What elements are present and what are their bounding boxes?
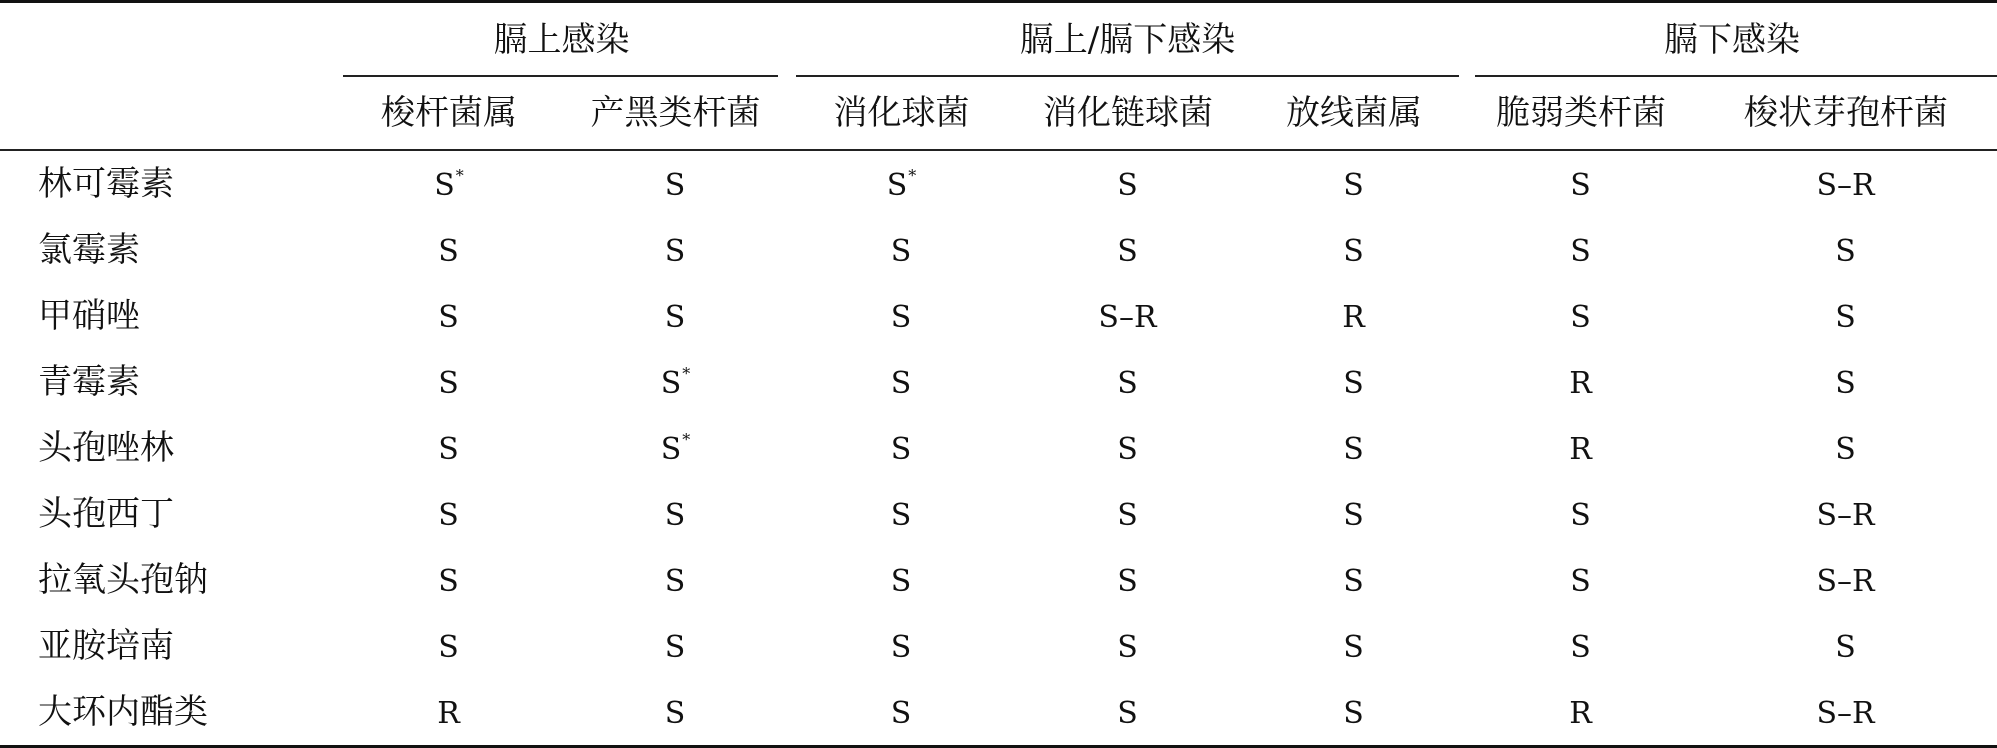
susceptibility-cell	[563, 481, 788, 547]
footnote-marker: *	[455, 166, 464, 185]
drug-name-cell: 林可霉素	[38, 164, 174, 204]
table-row	[0, 481, 1997, 547]
susceptibility-cell	[1015, 217, 1241, 283]
susceptibility-cell	[1467, 547, 1695, 613]
susceptibility-cell	[563, 679, 788, 747]
susceptibility-cell	[1695, 349, 1997, 415]
table-row	[0, 679, 1997, 747]
susceptibility-value: R	[1569, 366, 1592, 401]
susceptibility-value: S	[1117, 234, 1138, 269]
table-row	[0, 349, 1997, 415]
footnote-marker: *	[682, 364, 691, 383]
table-row	[0, 547, 1997, 613]
susceptibility-value: S	[890, 234, 912, 269]
susceptibility-value: S	[664, 300, 686, 335]
drug-name-cell: 拉氧头孢钠	[38, 560, 208, 600]
group-header-supradiaphragmatic	[335, 2, 788, 78]
susceptibility-value: S	[890, 498, 912, 533]
susceptibility-value: S	[1835, 630, 1856, 665]
table-row	[0, 217, 1997, 283]
susceptibility-value: S	[438, 300, 459, 335]
susceptibility-value: S	[664, 498, 686, 533]
susceptibility-cell	[1467, 613, 1695, 679]
susceptibility-cell	[1015, 349, 1241, 415]
susceptibility-value: S–R	[1816, 564, 1875, 599]
drug-name-cell: 氯霉素	[38, 230, 140, 270]
susceptibility-value: S	[1117, 168, 1138, 203]
susceptibility-value: S	[1117, 696, 1138, 731]
susceptibility-cell	[1695, 150, 1997, 217]
susceptibility-cell	[1241, 150, 1467, 217]
susceptibility-value: S	[1117, 432, 1138, 467]
susceptibility-value: S	[660, 366, 682, 401]
susceptibility-cell	[1015, 150, 1241, 217]
susceptibility-cell	[1695, 217, 1997, 283]
susceptibility-value: S	[890, 630, 912, 665]
susceptibility-cell	[1015, 613, 1241, 679]
susceptibility-value: S	[890, 366, 912, 401]
susceptibility-cell	[563, 217, 788, 283]
susceptibility-cell	[335, 150, 563, 217]
susceptibility-cell	[335, 547, 563, 613]
susceptibility-cell	[1015, 415, 1241, 481]
susceptibility-value: S	[890, 696, 912, 731]
susceptibility-value: S	[1117, 498, 1138, 533]
susceptibility-cell	[1241, 547, 1467, 613]
susceptibility-value: S	[664, 564, 686, 599]
susceptibility-value: S	[1570, 564, 1591, 599]
susceptibility-value: S	[1835, 300, 1856, 335]
drug-name-cell: 头孢唑林	[38, 428, 174, 468]
susceptibility-cell	[335, 349, 563, 415]
group-header-label: 膈上感染	[493, 20, 630, 60]
susceptibility-cell	[1015, 283, 1241, 349]
column-header: 梭状芽孢杆菌	[1695, 77, 1997, 150]
susceptibility-value: S	[1343, 696, 1364, 731]
header-corner-cell	[0, 77, 335, 150]
susceptibility-value: S	[1570, 498, 1591, 533]
susceptibility-value: S	[890, 432, 912, 467]
susceptibility-cell	[1467, 481, 1695, 547]
group-header-label: 膈下感染	[1664, 20, 1801, 60]
column-header: 放线菌属	[1241, 77, 1467, 150]
susceptibility-value: S	[1835, 366, 1856, 401]
susceptibility-cell	[1467, 415, 1695, 481]
susceptibility-value: S	[438, 366, 459, 401]
susceptibility-value: S	[1835, 234, 1856, 269]
susceptibility-cell	[1241, 679, 1467, 747]
susceptibility-value: S	[664, 696, 686, 731]
susceptibility-cell	[788, 481, 1015, 547]
susceptibility-value: S	[664, 168, 686, 203]
susceptibility-value: S	[1117, 366, 1138, 401]
susceptibility-cell	[335, 283, 563, 349]
susceptibility-value: S	[660, 432, 682, 467]
susceptibility-value: S–R	[1098, 300, 1157, 335]
group-header-subdiaphragmatic	[1467, 2, 1997, 78]
susceptibility-value: S	[1117, 630, 1138, 665]
susceptibility-value: S	[664, 234, 686, 269]
group-header-label: 膈上/膈下感染	[1019, 20, 1236, 60]
susceptibility-value: S	[890, 564, 912, 599]
susceptibility-value: S	[1343, 432, 1364, 467]
susceptibility-cell	[563, 349, 788, 415]
group-header-row	[0, 2, 1997, 78]
table-row	[0, 613, 1997, 679]
susceptibility-value: R	[1569, 432, 1592, 467]
susceptibility-cell	[1695, 613, 1997, 679]
group-underline	[1475, 75, 1997, 77]
susceptibility-cell	[1467, 217, 1695, 283]
susceptibility-cell	[788, 150, 1015, 217]
susceptibility-value: S	[1343, 168, 1364, 203]
susceptibility-cell	[788, 349, 1015, 415]
column-header: 消化链球菌	[1015, 77, 1241, 150]
susceptibility-cell	[788, 547, 1015, 613]
group-underline	[343, 75, 778, 77]
susceptibility-cell	[1015, 547, 1241, 613]
susceptibility-value: S–R	[1816, 168, 1875, 203]
susceptibility-value: R	[1342, 300, 1365, 335]
susceptibility-value: S	[1835, 432, 1856, 467]
susceptibility-value: S	[438, 234, 459, 269]
susceptibility-value: S	[1343, 366, 1364, 401]
drug-name-cell: 大环内酯类	[0, 679, 335, 747]
susceptibility-value: S	[1570, 300, 1591, 335]
susceptibility-value: S	[1570, 630, 1591, 665]
susceptibility-value: R	[1569, 696, 1592, 731]
susceptibility-cell	[1241, 349, 1467, 415]
susceptibility-value: S	[438, 564, 459, 599]
susceptibility-value: S	[1343, 630, 1364, 665]
table-row	[0, 283, 1997, 349]
susceptibility-cell	[1695, 415, 1997, 481]
group-underline	[796, 75, 1459, 77]
drug-name-cell: 青霉素	[38, 362, 140, 402]
susceptibility-value: S	[1570, 168, 1591, 203]
table-row	[0, 150, 1997, 217]
susceptibility-cell	[335, 679, 563, 747]
header-corner-cell	[0, 2, 335, 78]
susceptibility-cell	[563, 613, 788, 679]
table-row	[0, 415, 1997, 481]
susceptibility-cell	[1467, 283, 1695, 349]
column-header: 脆弱类杆菌	[1467, 77, 1695, 150]
drug-name-cell: 甲硝唑	[38, 296, 140, 336]
susceptibility-cell	[335, 217, 563, 283]
susceptibility-cell	[1241, 613, 1467, 679]
susceptibility-cell	[788, 283, 1015, 349]
susceptibility-cell	[1241, 481, 1467, 547]
column-header: 产黑类杆菌	[563, 77, 788, 150]
susceptibility-cell	[563, 283, 788, 349]
susceptibility-value: S	[438, 630, 459, 665]
susceptibility-cell	[1241, 415, 1467, 481]
susceptibility-cell	[1695, 547, 1997, 613]
column-header: 梭杆菌属	[335, 77, 563, 150]
susceptibility-cell	[1467, 679, 1695, 747]
drug-name-cell: 头孢西丁	[38, 494, 174, 534]
susceptibility-value: S	[434, 168, 455, 203]
susceptibility-cell	[1695, 679, 1997, 747]
susceptibility-value: S	[1343, 498, 1364, 533]
column-header-row	[0, 77, 1997, 150]
susceptibility-value: R	[437, 696, 460, 731]
susceptibility-cell	[1467, 349, 1695, 415]
susceptibility-cell	[788, 613, 1015, 679]
susceptibility-value: S	[1343, 564, 1364, 599]
table-body	[0, 150, 1997, 747]
susceptibility-cell	[788, 415, 1015, 481]
susceptibility-value: S	[438, 432, 459, 467]
drug-name-cell: 亚胺培南	[38, 626, 174, 666]
susceptibility-cell	[335, 481, 563, 547]
susceptibility-value: S	[438, 498, 459, 533]
susceptibility-cell	[563, 415, 788, 481]
susceptibility-cell	[1241, 283, 1467, 349]
susceptibility-value: S	[664, 630, 686, 665]
susceptibility-cell	[788, 679, 1015, 747]
susceptibility-value: S–R	[1816, 696, 1875, 731]
susceptibility-value: S	[886, 168, 908, 203]
footnote-marker: *	[908, 166, 917, 185]
susceptibility-value: S	[1117, 564, 1138, 599]
susceptibility-cell	[1467, 150, 1695, 217]
susceptibility-cell	[1241, 217, 1467, 283]
susceptibility-cell	[788, 217, 1015, 283]
susceptibility-cell	[563, 547, 788, 613]
column-header: 消化球菌	[788, 77, 1015, 150]
susceptibility-value: S	[890, 300, 912, 335]
susceptibility-cell	[1695, 481, 1997, 547]
susceptibility-cell	[1015, 481, 1241, 547]
susceptibility-cell	[1015, 679, 1241, 747]
group-header-both	[788, 2, 1467, 78]
susceptibility-cell	[563, 150, 788, 217]
susceptibility-value: S	[1343, 234, 1364, 269]
susceptibility-cell	[335, 613, 563, 679]
susceptibility-value: S	[1570, 234, 1591, 269]
susceptibility-cell	[1695, 283, 1997, 349]
susceptibility-cell	[335, 415, 563, 481]
footnote-marker: *	[682, 430, 691, 449]
susceptibility-value: S–R	[1816, 498, 1875, 533]
